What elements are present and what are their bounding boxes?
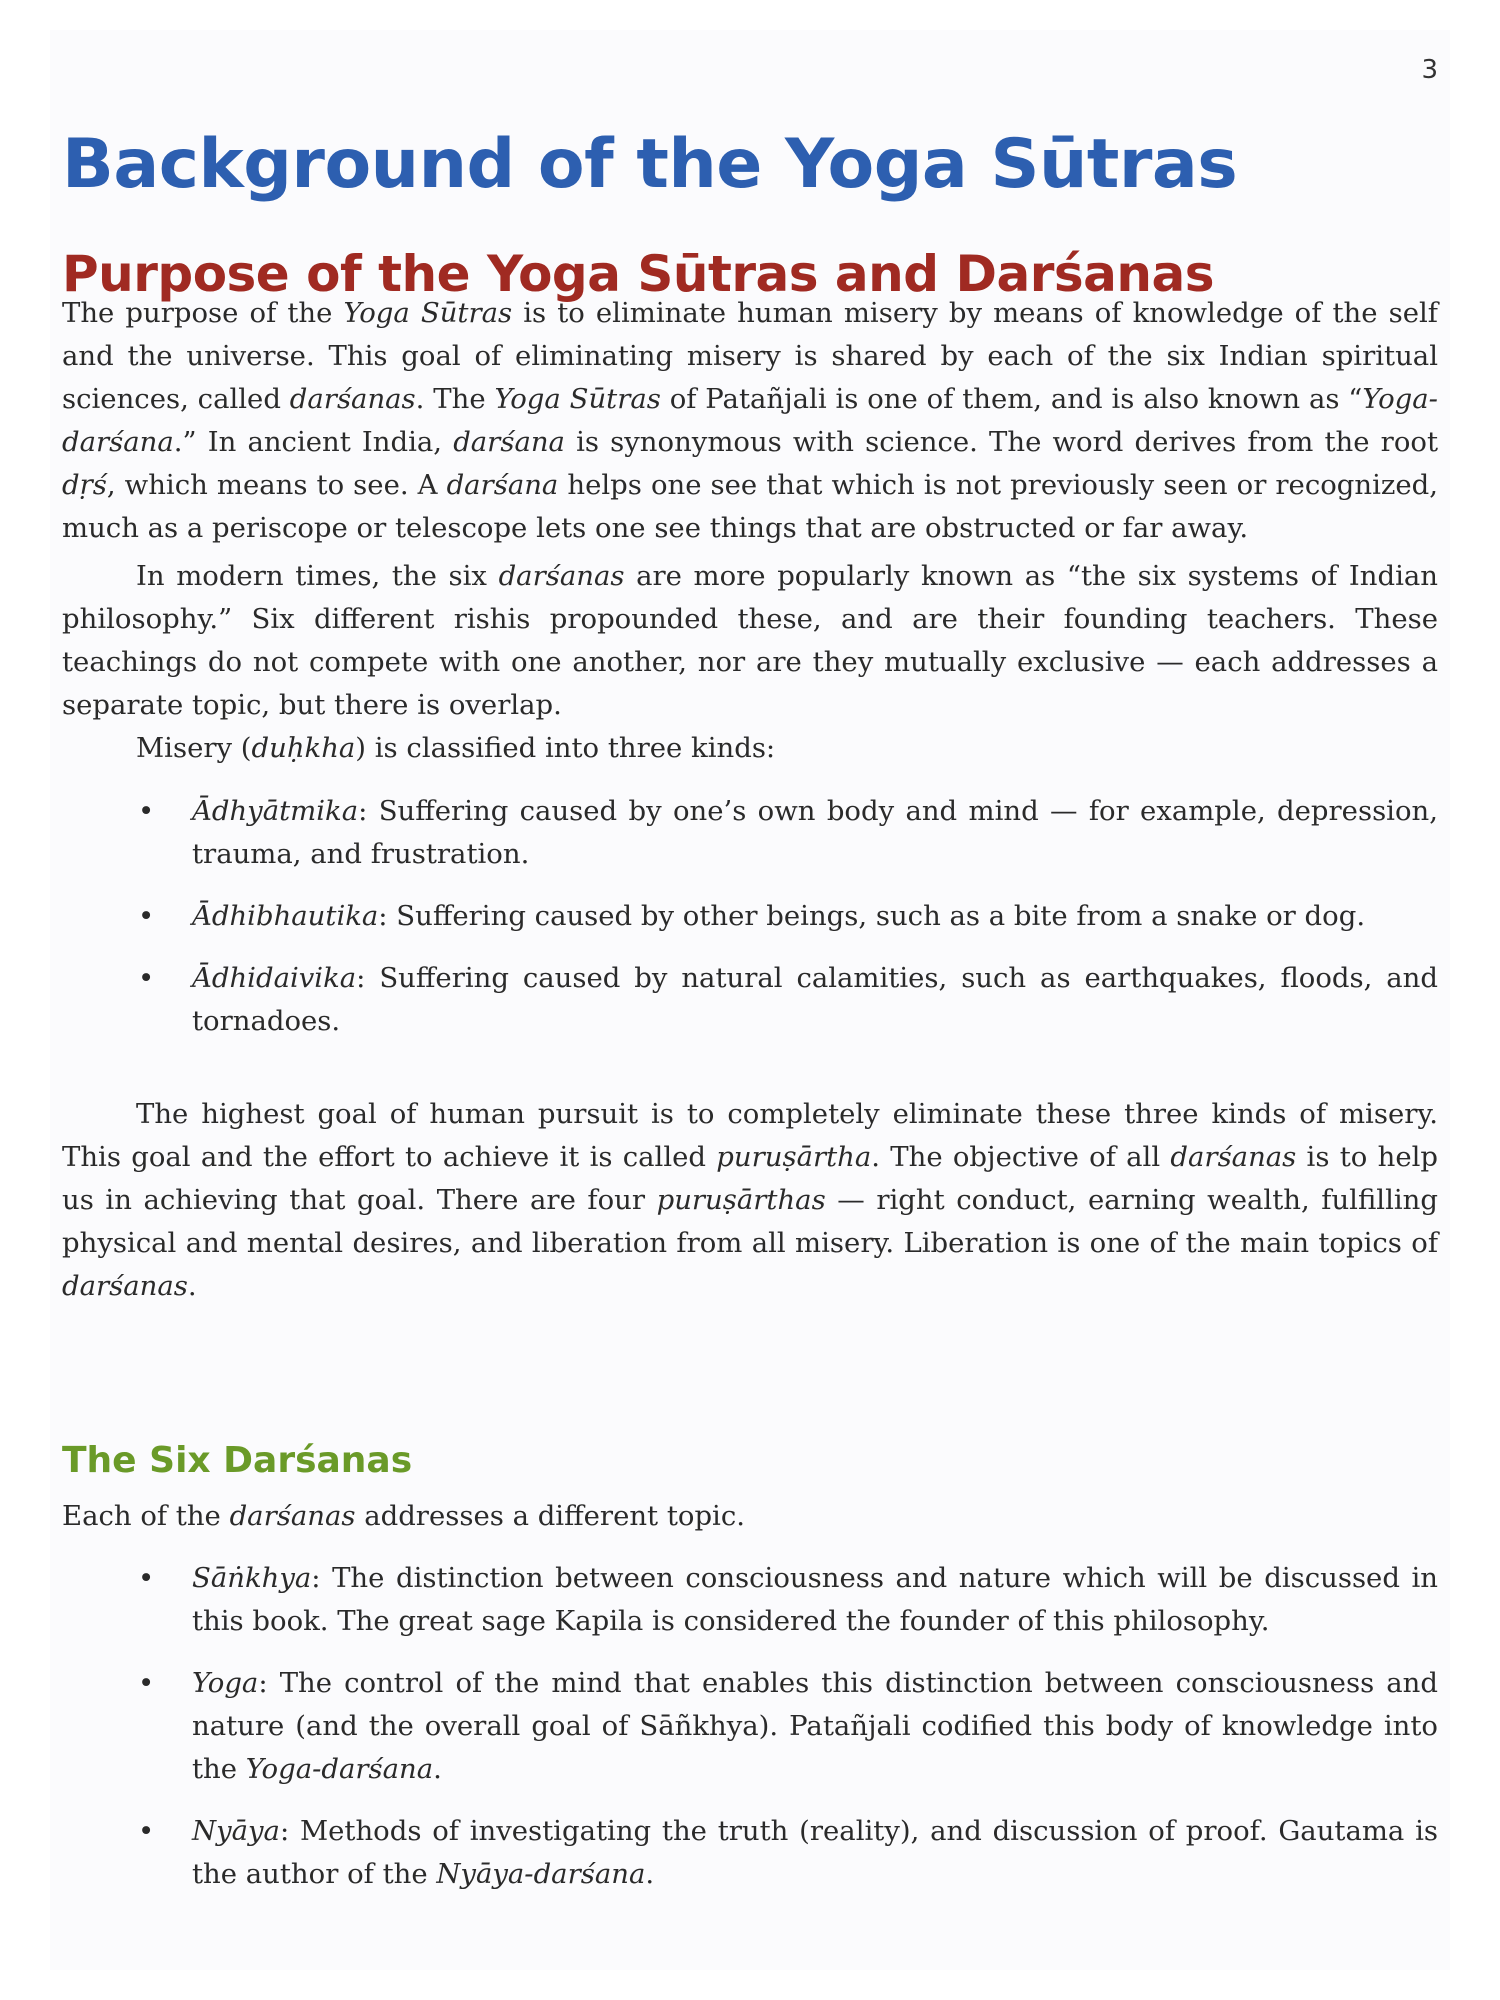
bullet-icon: • <box>138 900 155 932</box>
page <box>50 30 1450 1970</box>
bullet-icon: • <box>138 1667 155 1699</box>
list-item: • Yoga: The control of the mind that enables this distinction between consciousness and nature (and the overall goal of Sāñkhya). Patañjali codified this body of knowledge into the Yoga-darśana. <box>62 1662 1438 1791</box>
section-heading-six-darsanas: The Six Darśanas <box>62 1440 413 1481</box>
bullet-icon: • <box>138 1562 155 1594</box>
darsanas-list <box>62 1557 1438 1915</box>
paragraph-purushartha: The highest goal of human pursuit is to completely eliminate these three kinds of misery. This goal and the effort to achieve it is called puruṣārtha. The objective of all darśanas is to help us in achieving that goal. There are four puruṣārthas — right conduct, earning wealth, fulfilling physical and mental desires, and liberation from all misery. Liberation is one of the main topics of darśanas. <box>62 1098 1438 1302</box>
list-item: • Ādhidaivika: Suffering caused by natural calamities, such as earthquakes, floods, and tornadoes. <box>62 957 1438 1043</box>
list-item: • Sāṅkhya: The distinction between consciousness and nature which will be discussed in this book. The great sage Kapila is considered the founder of this philosophy. <box>62 1557 1438 1643</box>
paragraph-six-darsanas-intro: Each of the darśanas addresses a different topic. <box>62 1500 745 1532</box>
list-item: • Ādhyātmika: Suffering caused by one’s own body and mind — for example, depression, trauma, and frustration. <box>62 790 1438 876</box>
paragraph-purpose: The purpose of the Yoga Sūtras is to eliminate human misery by means of knowledge of the self and the universe. This goal of eliminating misery is shared by each of the six Indian spiritual sciences, called darśanas. The Yoga Sūtras of Patañjali is one of them, and is also known as “Yoga-darśana.” In ancient India, darśana is synonymous with science. The word derives from the root dṛś, which means to see. A darśana helps one see that which is not previously seen or recognized, much as a periscope or telescope lets one see things that are obstructed or far away. <box>62 297 1438 544</box>
misery-list <box>62 790 1438 1062</box>
page-title: Background of the Yoga Sūtras <box>62 125 1238 204</box>
page-number: 3 <box>1421 55 1438 85</box>
section-heading-purpose: Purpose of the Yoga Sūtras and Darśanas <box>62 245 1214 303</box>
bullet-icon: • <box>138 1815 155 1847</box>
paragraph-misery-intro: Misery (duḥkha) is classified into three kinds: <box>136 732 776 764</box>
bullet-icon: • <box>138 962 155 994</box>
list-item: • Nyāya: Methods of investigating the truth (reality), and discussion of proof. Gautama is the author of the Nyāya-darśana. <box>62 1810 1438 1896</box>
list-item: • Ādhibhautika: Suffering caused by other beings, such as a bite from a snake or dog. <box>62 895 1438 938</box>
bullet-icon: • <box>138 795 155 827</box>
paragraph-six-systems: In modern times, the six darśanas are more popularly known as “the six systems of Indian philosophy.” Six different rishis propounded these, and are their founding teachers. These teachings do not compete with one another, nor are they mutually exclusive — each addresses a separate topic, but there is overlap. <box>62 560 1439 721</box>
